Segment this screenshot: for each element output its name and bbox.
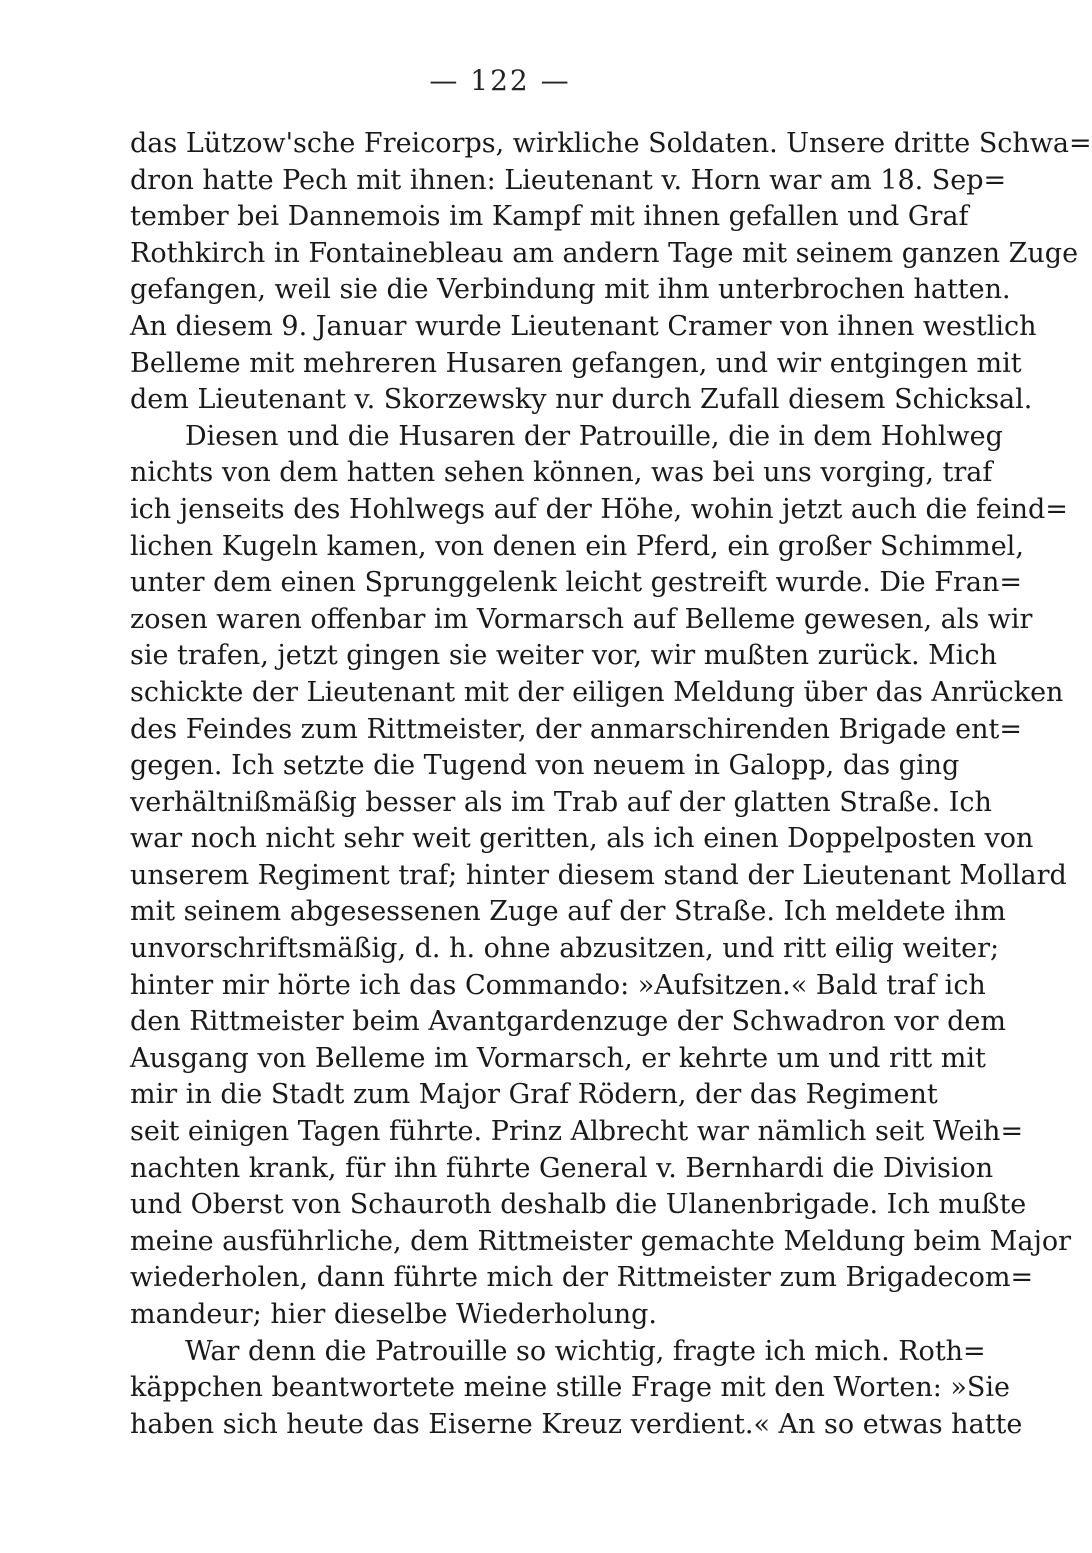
text-line: dem Lieutenant v. Skorzewsky nur durch Zufall diesem Schicksal.: [130, 384, 1033, 416]
text-line: nichts von dem hatten sehen können, was bei uns vorging, traf: [130, 457, 993, 489]
text-line: gefangen, weil sie die Verbindung mit ihm unterbrochen hatten.: [130, 274, 1011, 306]
text-line: dron hatte Pech mit ihnen: Lieutenant v. Horn war am 18. Sep=: [130, 164, 1007, 196]
text-line: zosen waren offenbar im Vormarsch auf Belleme gewesen, als wir: [130, 603, 1033, 635]
text-line: unter dem einen Sprunggelenk leicht gestreift wurde. Die Fran=: [130, 567, 1022, 599]
text-line: das Lützow'sche Freicorps, wirkliche Soldaten. Unsere dritte Schwa=: [130, 128, 1092, 159]
text-line: lichen Kugeln kamen, von denen ein Pferd, ein großer Schimmel,: [130, 530, 1024, 562]
text-line: meine ausführliche, dem Rittmeister gemachte Meldung beim Major: [130, 1225, 1072, 1257]
text-line: und Oberst von Schauroth deshalb die Ulanenbrigade. Ich mußte: [130, 1189, 1027, 1221]
text-line: haben sich heute das Eiserne Kreuz verdient.« An so etwas hatte: [130, 1408, 1023, 1440]
text-line: käppchen beantwortete meine stille Frage mit den Worten: »Sie: [130, 1372, 1011, 1404]
text-line: wiederholen, dann führte mich der Rittmeister zum Brigadecom=: [130, 1262, 1034, 1294]
text-line: mit seinem abgesessenen Zuge auf der Straße. Ich meldete ihm: [130, 896, 1006, 928]
text-line: tember bei Dannemois im Kampf mit ihnen gefallen und Graf: [130, 201, 969, 233]
body-text: [130, 126, 1092, 1443]
text-line: des Feindes zum Rittmeister, der anmarschirenden Brigade ent=: [130, 713, 1022, 745]
page-number: — 122 —: [429, 64, 571, 97]
text-line: hinter mir hörte ich das Commando: »Aufsitzen.« Bald traf ich: [130, 969, 986, 1001]
text-line: An diesem 9. Januar wurde Lieutenant Cramer von ihnen westlich: [130, 310, 1037, 342]
text-line: mir in die Stadt zum Major Graf Rödern, der das Regiment: [130, 1079, 938, 1111]
text-line: mandeur; hier dieselbe Wiederholung.: [130, 1299, 658, 1330]
text-line: unserem Regiment traf; hinter diesem stand der Lieutenant Mollard: [130, 859, 1067, 891]
text-line: den Rittmeister beim Avantgardenzuge der Schwadron vor dem: [130, 1006, 1007, 1038]
text-line: sie trafen, jetzt gingen sie weiter vor, wir mußten zurück. Mich: [130, 640, 997, 672]
text-line: Belleme mit mehreren Husaren gefangen, und wir entgingen mit: [130, 347, 1022, 379]
text-line: nachten krank, für ihn führte General v. Bernhardi die Division: [130, 1152, 994, 1184]
text-line: seit einigen Tagen führte. Prinz Albrecht war nämlich seit Weih=: [130, 1116, 1024, 1148]
text-line: unvorschriftsmäßig, d. h. ohne abzusitzen, und ritt eilig weiter;: [130, 933, 1000, 965]
text-line: Ausgang von Belleme im Vormarsch, er kehrte um und ritt mit: [130, 1042, 986, 1074]
text-line: schickte der Lieutenant mit der eiligen Meldung über das Anrücken: [130, 676, 1064, 708]
text-line: war noch nicht sehr weit geritten, als ich einen Doppelposten von: [130, 823, 1034, 855]
text-line: Diesen und die Husaren der Patrouille, die in dem Hohlweg: [185, 420, 1003, 452]
text-line: Rothkirch in Fontainebleau am andern Tage mit seinem ganzen Zuge: [130, 237, 1079, 269]
text-line: verhältnißmäßig besser als im Trab auf der glatten Straße. Ich: [130, 786, 992, 818]
text-line: gegen. Ich setzte die Tugend von neuem in Galopp, das ging: [130, 750, 960, 782]
text-line: ich jenseits des Hohlwegs auf der Höhe, wohin jetzt auch die feind=: [130, 493, 1068, 525]
text-line: War denn die Patrouille so wichtig, fragte ich mich. Roth=: [185, 1335, 986, 1367]
